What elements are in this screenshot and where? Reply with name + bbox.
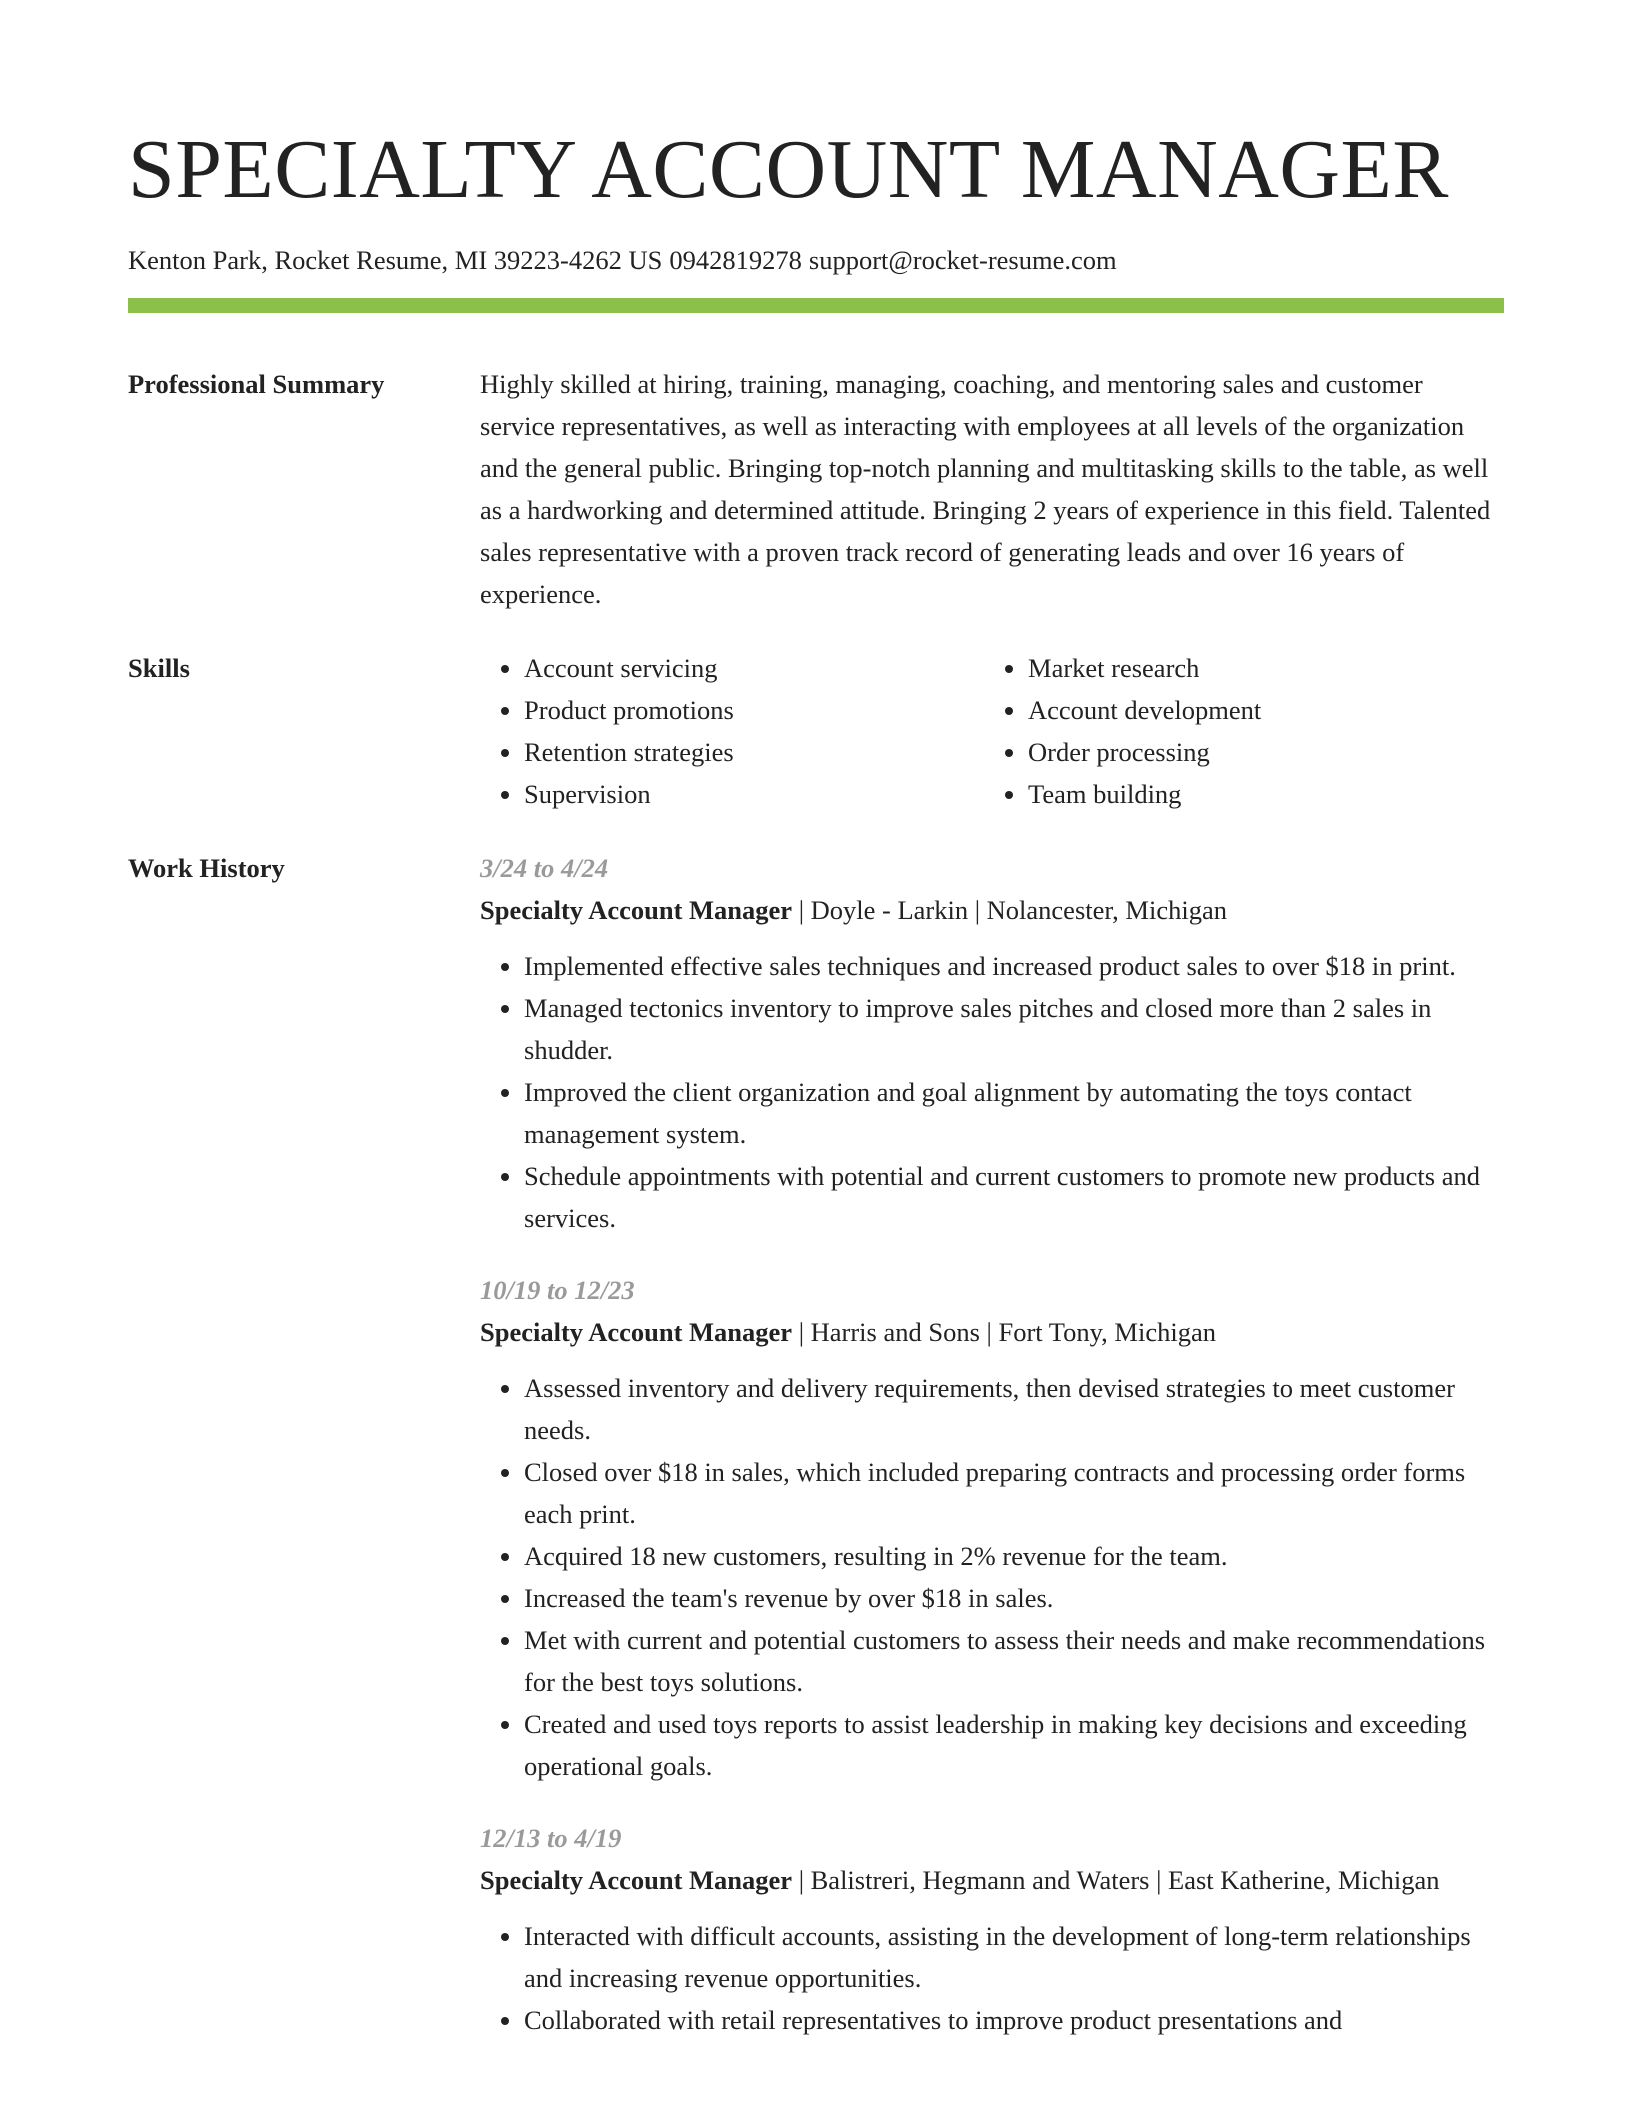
skills-list-left [480,647,984,815]
summary-section [128,363,1504,615]
job-entry [480,1817,1504,2041]
job-dates: 12/13 to 4/19 [480,1823,622,1853]
job-employer-location: | Doyle - Larkin | Nolancester, Michigan [792,895,1227,925]
job-bullet: • Acquired 18 new customers, resulting in 2% revenue for the team. [524,1535,1504,1577]
job-entry [480,847,1504,1239]
job-bullet: • Implemented effective sales techniques and increased product sales to over $18 in print. [524,945,1504,987]
job-bullet: • Created and used toys reports to assist leadership in making key decisions and exceeding operational goals. [524,1703,1504,1787]
skill-item: • Team building [1028,773,1488,815]
job-bullet: • Met with current and potential customers to assess their needs and make recommendations for the best toys solutions. [524,1619,1504,1703]
job-title: Specialty Account Manager [480,895,793,925]
skill-item: • Market research [1028,647,1488,689]
skill-item: • Supervision [524,773,984,815]
job-bullet: • Improved the client organization and goal alignment by automating the toys contact management system. [524,1071,1504,1155]
job-dates: 10/19 to 12/23 [480,1275,635,1305]
job-bullet-list [480,1915,1504,2041]
contact-email: support@rocket-resume.com [808,245,1117,275]
job-employer-location: | Harris and Sons | Fort Tony, Michigan [792,1317,1216,1347]
summary-heading: Professional Summary [128,369,385,399]
work-history-heading: Work History [128,853,285,883]
work-history-section [128,847,1504,2041]
skills-section [128,647,1504,815]
skill-item: • Order processing [1028,731,1488,773]
contact-phone: 0942819278 [669,245,802,275]
job-title: Specialty Account Manager [480,1865,793,1895]
skills-heading: Skills [128,653,190,683]
job-heading [480,889,1504,931]
skill-item: • Account development [1028,689,1488,731]
resume-name: SPECIALTY ACCOUNT MANAGER [128,123,1449,216]
skill-item: • Account servicing [524,647,984,689]
job-bullet: • Managed tectonics inventory to improve sales pitches and closed more than 2 sales in shudder. [524,987,1504,1071]
job-bullet: • Assessed inventory and delivery requirements, then devised strategies to meet customer needs. [524,1367,1504,1451]
contact-line [128,242,1504,278]
job-bullet-list [480,945,1504,1239]
skills-columns [480,647,1504,815]
job-bullet: • Closed over $18 in sales, which included preparing contracts and processing order forms each print. [524,1451,1504,1535]
job-employer-location: | Balistreri, Hegmann and Waters | East Katherine, Michigan [792,1865,1440,1895]
resume-page [128,0,1504,2041]
summary-text: Highly skilled at hiring, training, managing, coaching, and mentoring sales and customer service representatives, as well as interacting with employees at all levels of the organization and the general public. Bringing top-notch planning and multitasking skills to the table, as well as a hardworking and determined attitude. Bringing 2 years of experience in this field. Talented sales representative with a proven track record of generating leads and over 16 years of experience. [480,369,1491,609]
contact-address: Kenton Park, Rocket Resume, MI 39223-4262 US [128,245,663,275]
job-heading [480,1859,1504,1901]
skill-item: • Product promotions [524,689,984,731]
job-bullet: • Increased the team's revenue by over $18 in sales. [524,1577,1504,1619]
header-divider [128,298,1504,313]
job-bullet: • Collaborated with retail representatives to improve product presentations and [524,1999,1504,2041]
job-bullet: • Interacted with difficult accounts, assisting in the development of long-term relationships and increasing revenue opportunities. [524,1915,1504,1999]
skill-item: • Retention strategies [524,731,984,773]
skills-list-right [984,647,1488,815]
job-heading [480,1311,1504,1353]
job-bullet-list [480,1367,1504,1787]
job-title: Specialty Account Manager [480,1317,793,1347]
work-history-entries [480,847,1504,2041]
job-entry [480,1269,1504,1787]
job-bullet: • Schedule appointments with potential and current customers to promote new products and services. [524,1155,1504,1239]
job-dates: 3/24 to 4/24 [480,853,609,883]
